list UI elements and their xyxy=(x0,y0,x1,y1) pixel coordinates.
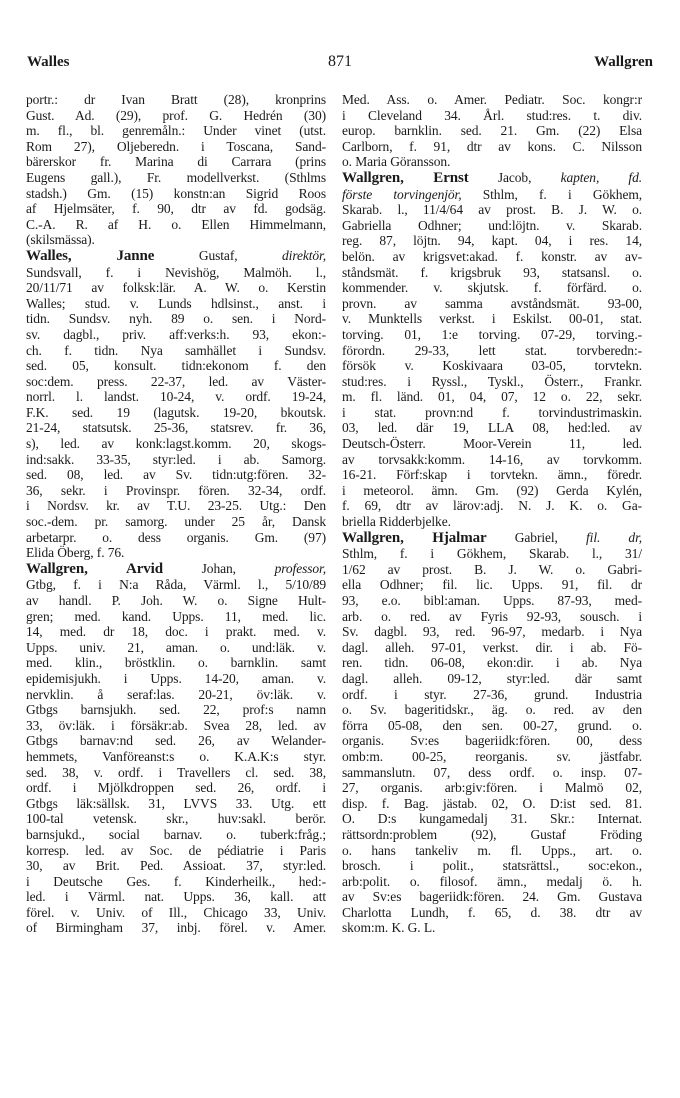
text-line xyxy=(26,687,326,703)
text-segment: tidn. Sundsv. nyh. 89 o. sen. i Nord- xyxy=(26,311,326,327)
text-line xyxy=(26,780,326,796)
text-line xyxy=(342,218,642,234)
text-line xyxy=(26,609,326,625)
text-segment: disp. f. Bag. jästab. 02, O. D:ist sed. 81. xyxy=(342,795,642,811)
text-line xyxy=(26,889,326,905)
text-line xyxy=(26,905,326,921)
text-line xyxy=(26,874,326,890)
text-line xyxy=(26,843,326,859)
text-segment: bärerskor fr. Marina di Carrara (prins xyxy=(26,154,326,170)
text-line xyxy=(342,327,642,343)
text-segment: av handl. P. Joh. W. o. Signe Hult- xyxy=(26,593,326,608)
text-line xyxy=(342,780,642,796)
text-line xyxy=(26,514,326,530)
entry-headword: Wallgren, Hjalmar xyxy=(342,529,487,546)
text-line xyxy=(342,420,642,436)
text-segment: i stat. provn:nd f. torvindustrimaskin. xyxy=(342,404,642,420)
text-segment: brosch. i polit., statsrättsl., soc:ekon., xyxy=(342,858,642,874)
text-line xyxy=(342,749,642,765)
text-line xyxy=(342,280,642,296)
text-segment: Skarab. l., 11/4/64 av prost. B. J. W. o. xyxy=(342,202,642,218)
text-segment: ella Odhner; fil. lic. Upps. 91, fil. dr xyxy=(342,577,642,593)
text-segment: ståndsmät. f. krigsbruk 93, statsansl. o. xyxy=(342,264,642,280)
text-line xyxy=(342,874,642,890)
text-segment: i Deutsche Ges. f. Kinderheilk., hed:- xyxy=(26,873,326,889)
text-line xyxy=(342,296,642,312)
text-segment: portr.: dr Ivan Bratt (28), kronprins xyxy=(26,92,326,107)
entry-title: förste torvingenjör, xyxy=(342,186,462,202)
text-segment: ch. f. tidn. Nya samhället i Sundsv. xyxy=(26,342,326,358)
text-segment: 93, e.o. bibl:aman. Upps. 87-93, med- xyxy=(342,593,642,608)
text-segment: provn. av samma avståndsmät. 93-00, xyxy=(342,295,642,311)
text-line xyxy=(26,593,326,609)
text-line xyxy=(342,514,642,530)
text-line xyxy=(26,577,326,593)
text-segment: stadsh.) Gm. (15) konstn:an Sigrid Roos xyxy=(26,185,326,201)
text-segment: o. Sv. bageritidskr., äg. o. red. av den xyxy=(342,702,642,718)
text-segment: försök v. Koskivaara 03-05, torvtekn. xyxy=(342,358,642,374)
text-line xyxy=(342,483,642,499)
text-line xyxy=(26,296,326,312)
text-line xyxy=(26,170,326,186)
text-line xyxy=(342,389,642,405)
text-line xyxy=(342,139,642,155)
text-line xyxy=(26,217,326,233)
text-segment: arb:polit. o. filosof. ämn., medalj ö. h. xyxy=(342,873,642,889)
text-line xyxy=(26,561,326,578)
text-segment: rättsordn:problem (92), Gustaf Fröding xyxy=(342,826,642,842)
text-segment: briella Ridderbjelke. xyxy=(342,514,451,530)
entry-title: professor, xyxy=(274,560,326,576)
text-line xyxy=(26,827,326,843)
running-head-left: Walles xyxy=(27,54,70,70)
text-segment: s), led. av konk:lagst.komm. 20, skogs- xyxy=(26,436,326,452)
text-line xyxy=(26,640,326,656)
text-segment: 100-tal vetensk. skr., huv:sakl. berör. xyxy=(26,811,326,827)
text-segment: torving. 01, 1:e torving. 07-29, torving.- xyxy=(342,326,642,342)
text-segment: i Nordsv. kr. av T.U. 23-25. Utg.: Den xyxy=(26,498,326,514)
text-segment: korresp. led. av Soc. de pédiatrie i Paris xyxy=(26,842,326,858)
text-line xyxy=(342,640,642,656)
text-segment: gren; med. kand. Upps. 11, med. lic. xyxy=(26,608,326,624)
text-segment: arbetarpr. o. dess organis. Gm. (97) xyxy=(26,529,326,545)
text-segment: Gabriella Odhner; und:löjtn. v. Skarab. xyxy=(342,217,642,233)
text-line xyxy=(342,687,642,703)
text-line xyxy=(342,827,642,843)
text-segment: reg. 87, löjtn. 94, kapt. 04, i res. 14, xyxy=(342,233,642,249)
text-segment: 20/11/71 av folksk:lär. A. W. o. Kerstin xyxy=(26,280,326,296)
text-segment: f. 69, dtr av lärov:adj. N. J. K. o. Ga- xyxy=(342,498,642,514)
text-segment: Med. Ass. o. Amer. Pediatr. Soc. kongr:r xyxy=(342,92,642,107)
text-line xyxy=(26,139,326,155)
text-line xyxy=(342,265,642,281)
text-line xyxy=(26,858,326,874)
text-segment: 33, öv:läk. i försäkr:ab. Svea 28, led. av xyxy=(26,717,326,733)
text-segment: stud:res. i Ryssl., Tyskl., Österr., Frankr. xyxy=(342,373,642,389)
text-segment: Jacob, xyxy=(468,169,561,185)
text-line xyxy=(26,749,326,765)
text-line xyxy=(26,498,326,514)
text-line xyxy=(26,655,326,671)
text-line xyxy=(342,765,642,781)
text-segment: O. D:s kungamedalj 31. Skr.: Internat. xyxy=(342,811,642,827)
text-segment: Sv. dagbl. 93, red. 96-97, medarb. i Nya xyxy=(342,624,642,640)
text-line xyxy=(342,498,642,514)
text-segment: av torvsakk:komm. 14-16, av torvkomm. xyxy=(342,451,642,467)
text-segment: europ. barnklin. sed. 21. Gm. (22) Elsa xyxy=(342,123,642,139)
text-segment: ordf. i Mjölkdroppen sed. 26, ordf. i xyxy=(26,780,326,796)
text-segment: 03, led. där 19, LLA 08, hed:led. av xyxy=(342,420,642,436)
entry-headword: Wallgren, Arvid xyxy=(26,560,163,577)
text-line xyxy=(342,702,642,718)
text-segment: Gtbgs barnsjukh. sed. 22, prof:s namn xyxy=(26,702,326,718)
text-line xyxy=(342,311,642,327)
text-segment: nervklin. å seraf:las. 20-21, öv:läk. v. xyxy=(26,686,326,702)
text-line xyxy=(26,327,326,343)
text-line xyxy=(26,624,326,640)
text-line xyxy=(342,467,642,483)
text-segment: förordn. 29-33, lett stat. torvberedn:- xyxy=(342,342,642,358)
text-segment: organis. Sv:es bageriidk:fören. 00, dess xyxy=(342,733,642,749)
text-segment: Elida Öberg, f. 76. xyxy=(26,545,125,561)
text-line xyxy=(26,452,326,468)
text-segment: C.-A. R. af H. o. Ellen Himmelmann, xyxy=(26,216,326,232)
text-segment: v. Munktells verkst. i Eskilst. 00-01, stat. xyxy=(342,311,642,327)
text-line xyxy=(342,170,642,187)
text-line xyxy=(26,92,326,108)
text-line xyxy=(26,702,326,718)
text-line xyxy=(26,733,326,749)
text-line xyxy=(342,858,642,874)
text-segment: of Birmingham 37, inbj. förel. v. Amer. xyxy=(26,920,326,936)
text-line xyxy=(342,593,642,609)
text-segment: af Hjelmsäter, f. 90, dtr av fd. godsäg. xyxy=(26,201,326,217)
text-segment: ren. tidn. 06-08, ekon:dir. i ab. Nya xyxy=(342,655,642,671)
text-line xyxy=(26,265,326,281)
text-line xyxy=(342,187,642,203)
text-segment: Sthlm, f. i Gökhem, Skarab. l., 31/ xyxy=(342,546,642,562)
text-segment: Upps. univ. 21, aman. o. und:läk. v. xyxy=(26,639,326,655)
text-line xyxy=(342,889,642,905)
text-segment: av Sv:es bageriidk:fören. 24. Gm. Gustava xyxy=(342,889,642,905)
text-line xyxy=(26,154,326,170)
text-segment: 36, sekr. i Provinspr. fören. 32-34, ordf. xyxy=(26,482,326,498)
text-line xyxy=(26,201,326,217)
text-segment: sed. 38, v. ordf. i Travellers cl. sed. 38, xyxy=(26,764,326,780)
text-line xyxy=(26,248,326,265)
text-line xyxy=(26,811,326,827)
text-segment: dagl. alleh. 97-01, verkst. dir. i ab. Fö- xyxy=(342,639,642,655)
text-line xyxy=(26,920,326,936)
text-line xyxy=(26,232,326,248)
page-number: 871 xyxy=(328,53,352,70)
text-segment: dagl. alleh. 09-12, styr:led. där samt xyxy=(342,670,642,686)
text-line xyxy=(342,374,642,390)
text-line xyxy=(26,374,326,390)
text-segment: Gust. Ad. (29), prof. G. Hedrén (30) xyxy=(26,107,326,123)
text-line xyxy=(342,920,642,936)
text-line xyxy=(26,467,326,483)
text-segment: norrl. l. landst. 10-24, v. ordf. 19-24, xyxy=(26,389,326,405)
text-segment: med. klin., bröstklin. o. barnklin. samt xyxy=(26,655,326,671)
text-line xyxy=(26,186,326,202)
text-line xyxy=(342,436,642,452)
entry-headword: Walles, Janne xyxy=(26,247,155,264)
text-segment: F.K. sed. 19 (lagutsk. 19-20, bkoutsk. xyxy=(26,404,326,420)
text-segment: Charlotta Lundh, f. 65, d. 38. dtr av xyxy=(342,904,642,920)
text-line xyxy=(26,671,326,687)
entry-title: kapten, fd. xyxy=(560,169,642,185)
text-line xyxy=(342,733,642,749)
text-line xyxy=(342,655,642,671)
text-segment: sv. dagbl., priv. aff:verks:h. 93, ekon:- xyxy=(26,326,326,342)
text-segment: sed. 08, led. av Sv. tidn:utg:fören. 32- xyxy=(26,467,326,483)
text-segment: Sthlm, f. i Gökhem, xyxy=(461,186,642,202)
text-segment: 16-21. Förf:skap i torvtekn. ämn., föredr. xyxy=(342,467,642,483)
text-line xyxy=(342,609,642,625)
text-line xyxy=(342,452,642,468)
text-line xyxy=(26,436,326,452)
text-line xyxy=(26,389,326,405)
text-segment: Walles; stud. v. Lunds hdlsinst., anst. i xyxy=(26,295,326,311)
text-line xyxy=(26,530,326,546)
text-segment: soc.-dem. pr. samorg. under 25 år, Dansk xyxy=(26,514,326,530)
text-line xyxy=(342,358,642,374)
right-column xyxy=(342,92,642,936)
text-line xyxy=(342,343,642,359)
text-line xyxy=(26,405,326,421)
text-segment: Gtbgs läk:sällsk. 31, LVVS 33. Utg. ett xyxy=(26,795,326,811)
text-segment: sammanslutn. 07, dess ordf. o. insp. 07- xyxy=(342,764,642,780)
text-line xyxy=(26,545,326,561)
text-segment: Deutsch-Österr. Moor-Verein 11, led. xyxy=(342,436,642,452)
text-segment: Carlborn, f. 91, dtr av kons. C. Nilsson xyxy=(342,138,642,154)
text-segment: led. i Värml. nat. Upps. 36, kall. att xyxy=(26,889,326,905)
text-line xyxy=(342,108,642,124)
text-segment: epidemisjukh. i Upps. 14-20, aman. v. xyxy=(26,670,326,686)
text-segment: 14, med. dr 18, doc. i prakt. med. v. xyxy=(26,624,326,640)
text-line xyxy=(26,311,326,327)
entry-title: direktör, xyxy=(282,247,326,263)
text-segment: förel. v. Univ. of Ill., Chicago 33, Univ. xyxy=(26,904,326,920)
text-segment: 1/62 av prost. B. J. W. o. Gabri- xyxy=(342,561,642,577)
text-segment: förra 05-08, den sen. 00-27, grund. o. xyxy=(342,717,642,733)
text-segment: belön. av krigsvet:akad. f. konstr. av av- xyxy=(342,248,642,264)
text-line xyxy=(26,796,326,812)
text-segment: Gtbgs barnav:nd sed. 26, av Welander- xyxy=(26,733,326,749)
text-line xyxy=(26,420,326,436)
text-segment: arb. o. red. av Fyris 92-93, sousch. i xyxy=(342,608,642,624)
text-segment: Gabriel, xyxy=(486,529,587,545)
text-line xyxy=(26,483,326,499)
text-segment: Sundsvall, f. i Nevishög, Malmöh. l., xyxy=(26,264,326,280)
text-line xyxy=(26,123,326,139)
text-line xyxy=(342,843,642,859)
entry-headword: Wallgren, Ernst xyxy=(342,169,469,186)
text-segment: Gustaf, xyxy=(154,247,283,263)
text-line xyxy=(342,546,642,562)
text-segment: ind:sakk. 33-35, styr:led. i ab. Samorg. xyxy=(26,451,326,467)
text-segment: 30, av Brit. Ped. Assioat. 37, styr:led. xyxy=(26,858,326,874)
text-segment: 27, organis. arb:giv:fören. i Malmö 02, xyxy=(342,780,642,796)
text-segment: m. fl., bl. genremåln.: Under vinet (utst. xyxy=(26,123,326,139)
text-line xyxy=(342,796,642,812)
text-segment: m. fl. länd. 01, 04, 07, 12 o. 22, sekr. xyxy=(342,389,642,405)
text-line xyxy=(342,123,642,139)
text-segment: omb:m. 00-25, reorganis. sv. jästfabr. xyxy=(342,748,642,764)
text-line xyxy=(342,905,642,921)
text-line xyxy=(342,202,642,218)
text-segment: Eugens gall.), Fr. modellverkst. (Sthlms xyxy=(26,169,326,185)
text-segment: skom:m. K. G. L. xyxy=(342,920,436,936)
text-segment: i Cleveland 34. Årl. stud:res. t. div. xyxy=(342,107,642,123)
text-line xyxy=(26,280,326,296)
text-segment: kommender. v. skjutsk. f. förfärd. o. xyxy=(342,280,642,296)
text-line xyxy=(342,577,642,593)
text-segment: sed. 05, konsult. tidn:ekonom f. den xyxy=(26,358,326,374)
entry-title: fil. dr, xyxy=(586,529,642,545)
text-segment: (skilsmässa). xyxy=(26,232,95,248)
text-line xyxy=(342,154,642,170)
text-line xyxy=(342,562,642,578)
text-line xyxy=(342,718,642,734)
text-line xyxy=(342,671,642,687)
text-line xyxy=(26,718,326,734)
text-line xyxy=(26,343,326,359)
text-line xyxy=(26,765,326,781)
text-line xyxy=(342,811,642,827)
text-line xyxy=(342,405,642,421)
text-line xyxy=(342,233,642,249)
text-segment: Johan, xyxy=(162,560,275,576)
text-segment: o. Maria Göransson. xyxy=(342,154,451,170)
text-segment: soc:dem. press. 22-37, led. av Väster- xyxy=(26,373,326,389)
text-segment: o. hans tankeliv m. fl. Upps., art. o. xyxy=(342,842,642,858)
running-head-right: Wallgren xyxy=(594,54,653,70)
text-line xyxy=(342,249,642,265)
text-segment: Gtbg, f. i N:a Råda, Värml. l., 5/10/89 xyxy=(26,577,326,593)
text-segment: Rom 27), Oljeberedn. i Toscana, Sand- xyxy=(26,138,326,154)
text-segment: i meteorol. ämn. Gm. (92) Gerda Kylén, xyxy=(342,482,642,498)
text-segment: ordf. i styr. 27-36, grund. Industria xyxy=(342,686,642,702)
text-line xyxy=(26,358,326,374)
text-segment: 21-24, statsutsk. 25-36, statsrev. fr. 36, xyxy=(26,420,326,436)
text-line xyxy=(342,624,642,640)
text-line xyxy=(26,108,326,124)
text-line xyxy=(342,92,642,108)
left-column xyxy=(26,92,326,936)
text-segment: hemmets, Vanföreanst:s o. K.A.K:s styr. xyxy=(26,748,326,764)
text-segment: barnsjukd., social barnav. o. tuberk:fråg.; xyxy=(26,826,326,842)
text-line xyxy=(342,530,642,547)
